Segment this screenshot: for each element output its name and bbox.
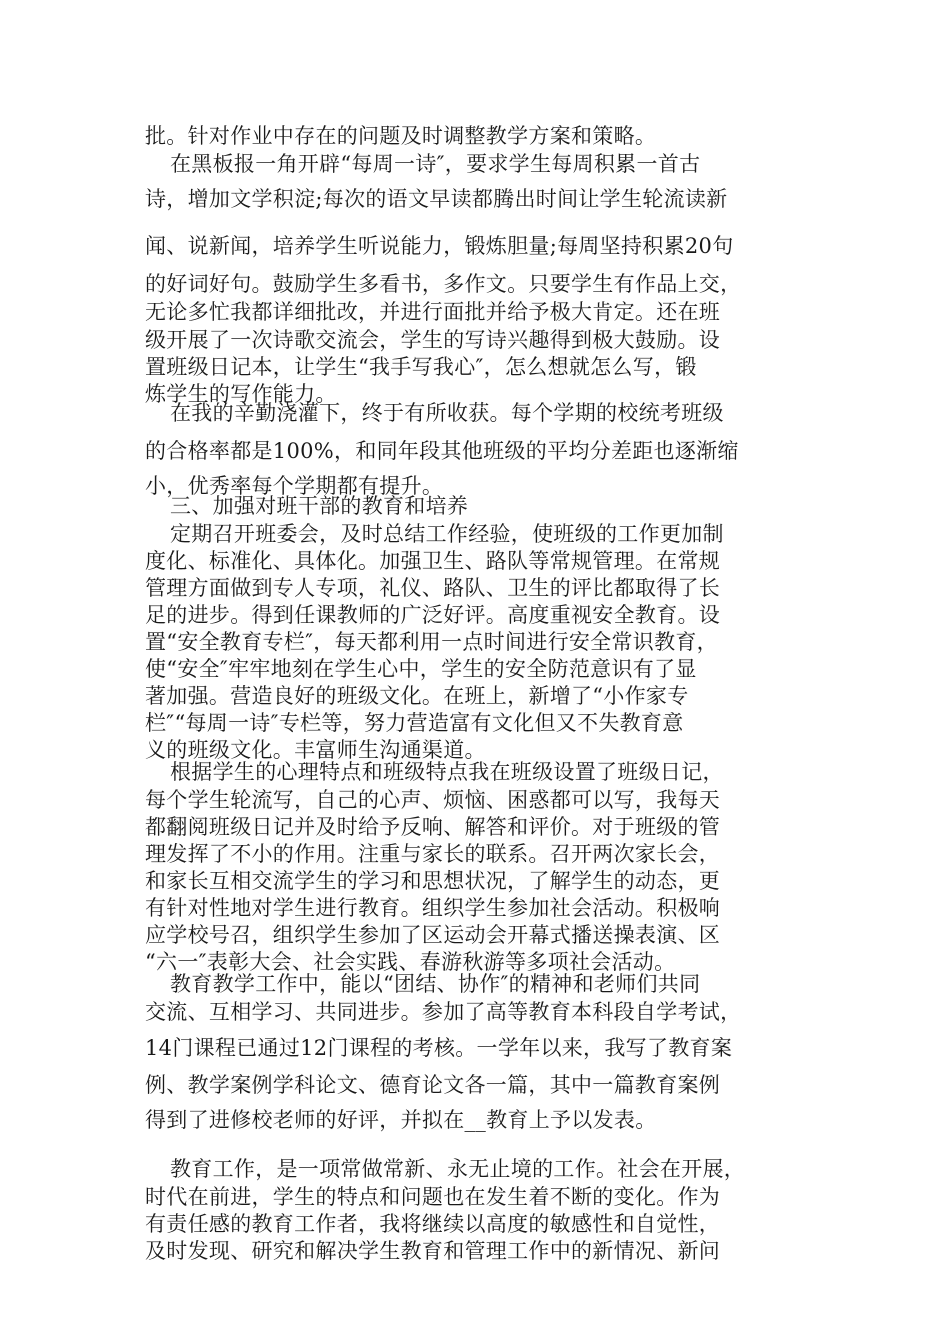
text-line: 的合格率都是100%，和同年段其他班级的平均分差距也逐渐缩 (145, 439, 739, 463)
text-line: 置“安全教育专栏″，每天都利用一点时间进行安全常识教育， (145, 630, 718, 654)
text-line: 定期召开班委会，及时总结工作经验，使班级的工作更加制 (170, 522, 724, 546)
text-line: 著加强。营造良好的班级文化。在班上，新增了“小作家专 (145, 684, 689, 708)
text-line: 时代在前进，学生的特点和问题也在发生着不断的变化。作为 (145, 1185, 721, 1209)
text-line: 置班级日记本，让学生“我手写我心″，怎么想就怎么写，锻 (145, 355, 697, 379)
text-line: 在我的辛勤浇灌下，终于有所收获。每个学期的校统考班级 (170, 401, 724, 425)
text-line: 在黑板报一角开辟“每周一诗″，要求学生每周积累一首古 (170, 152, 701, 176)
text-line: 炼学生的写作能力。 (145, 382, 337, 406)
section-heading: 三、加强对班干部的教育和培养 (170, 494, 469, 518)
text-line: 理发挥了不小的作用。注重与家长的联系。召开两次家长会， (145, 842, 721, 866)
text-line: 14门课程已通过12门课程的考核。一学年以来，我写了教育案 (145, 1036, 733, 1060)
text-line: 级开展了一次诗歌交流会，学生的写诗兴趣得到极大鼓励。设 (145, 328, 721, 352)
text-line: 教育教学工作中，能以“团结、协作″的精神和老师们共同 (170, 972, 701, 996)
text-line: 都翻阅班级日记并及时给予反响、解答和评价。对于班级的管 (145, 815, 721, 839)
text-line: 交流、互相学习、共同进步。参加了高等教育本科段自学考试， (145, 1000, 742, 1024)
text-line: 每个学生轮流写，自己的心声、烦恼、困惑都可以写，我每天 (145, 788, 721, 812)
text-line: 小，优秀率每个学期都有提升。 (145, 474, 444, 498)
text-line: 使“安全″牢牢地刻在学生心中，学生的安全防范意识有了显 (145, 657, 697, 681)
text-line: 有责任感的教育工作者，我将继续以高度的敏感性和自觉性， (145, 1212, 721, 1236)
text-line: 诗，增加文学积淀;每次的语文早读都腾出时间让学生轮流读新 (145, 187, 728, 211)
text-line: 和家长互相交流学生的学习和思想状况，了解学生的动态，更 (145, 869, 721, 893)
text-line: 应学校号召，组织学生参加了区运动会开幕式播送操表演、区 (145, 923, 721, 947)
text-line: 的好词好句。鼓励学生多看书，多作文。只要学生有作品上交， (145, 272, 742, 296)
text-line: 及时发现、研究和解决学生教育和管理工作中的新情况、新问 (145, 1239, 721, 1263)
text-line: 例、教学案例学科论文、德育论文各一篇，其中一篇教育案例 (145, 1073, 721, 1097)
text-line: 批。针对作业中存在的问题及时调整教学方案和策略。 (145, 124, 657, 148)
text-line: 根据学生的心理特点和班级特点我在班级设置了班级日记， (170, 760, 724, 784)
text-line: 栏″“每周一诗″专栏等，努力营造富有文化但又不失教育意 (145, 711, 684, 735)
text-line: 有针对性地对学生进行教育。组织学生参加社会活动。积极响 (145, 896, 721, 920)
text-line: 足的进步。得到任课教师的广泛好评。高度重视安全教育。设 (145, 603, 721, 627)
text-line: 闻、说新闻，培养学生听说能力，锻炼胆量;每周坚持积累20句 (145, 234, 734, 258)
text-line: 度化、标准化、具体化。加强卫生、路队等常规管理。在常规 (145, 549, 721, 573)
text-line: 教育工作，是一项常做常新、永无止境的工作。社会在开展， (170, 1157, 746, 1181)
text-line: 义的班级文化。丰富师生沟通渠道。 (145, 738, 486, 762)
text-line: “六一″表彰大会、社会实践、春游秋游等多项社会活动。 (145, 950, 676, 974)
text-line: 无论多忙我都详细批改，并进行面批并给予极大肯定。还在班 (145, 300, 721, 324)
text-line: 得到了进修校老师的好评，并拟在__教育上予以发表。 (145, 1108, 657, 1132)
text-line: 管理方面做到专人专项，礼仪、路队、卫生的评比都取得了长 (145, 576, 721, 600)
